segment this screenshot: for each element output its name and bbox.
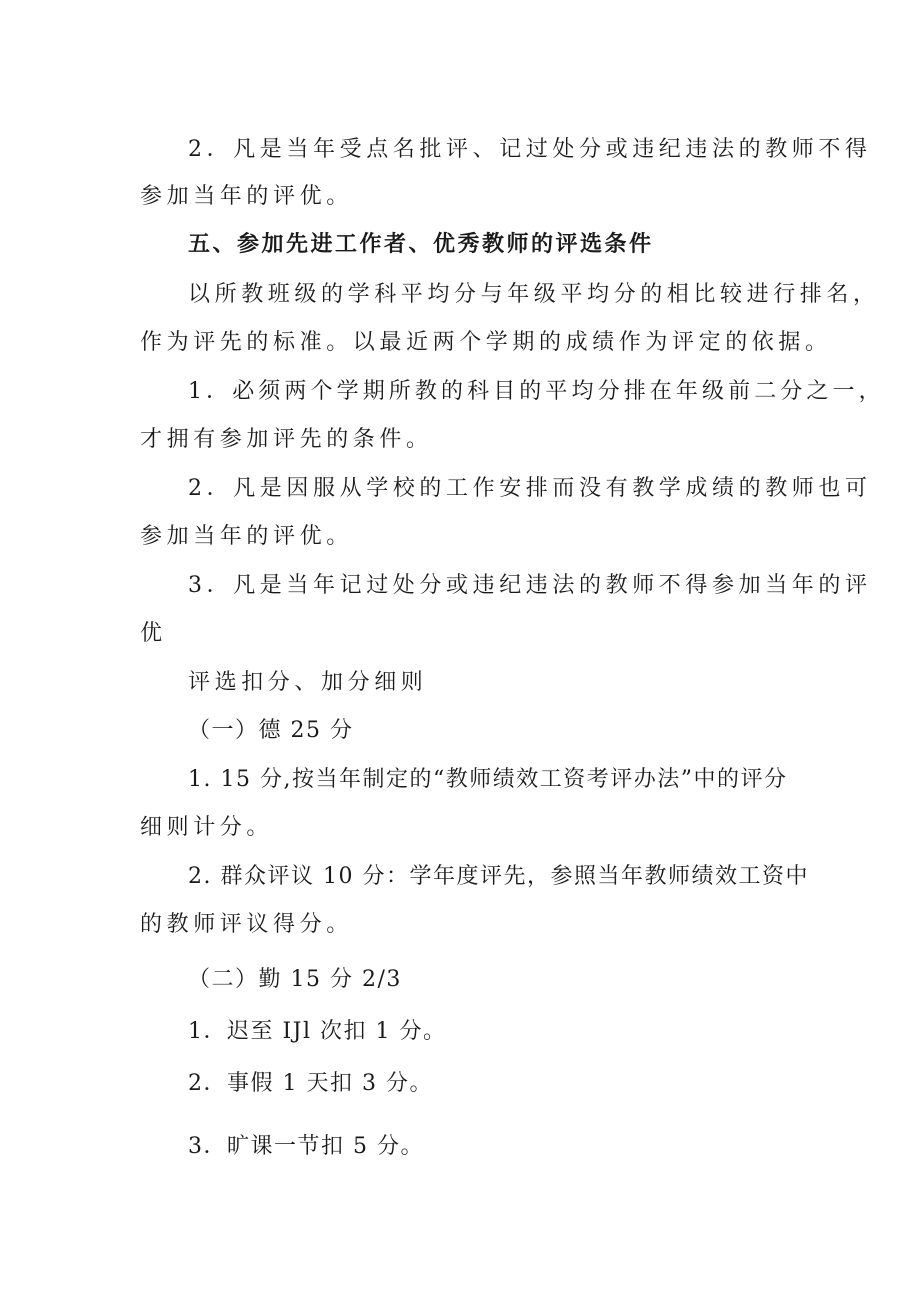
- paragraph-line: 1. 15 分,按当年制定的“教师绩效工资考评办法”中的评分: [188, 767, 788, 792]
- subheading: 评选扣分、加分细则: [188, 670, 428, 695]
- paragraph-line: 2．凡是因服从学校的工作安排而没有教学成绩的教师也可: [188, 476, 872, 501]
- paragraph-line: 作为评先的标准。以最近两个学期的成绩作为评定的依据。: [140, 330, 832, 355]
- paragraph-line: 以所教班级的学科平均分与年级平均分的相比较进行排名，: [188, 282, 880, 307]
- paragraph-line: 1．必须两个学期所教的科目的平均分排在年级前二分之一，: [188, 379, 885, 404]
- paragraph-line: 才拥有参加评先的条件。: [140, 427, 433, 452]
- list-item: 1．迟至 IJl 次扣 1 分。: [188, 1019, 447, 1044]
- list-item: 3．旷课一节扣 5 分。: [188, 1134, 424, 1159]
- paragraph-line: 2．凡是当年受点名批评、记过处分或违纪违法的教师不得: [188, 137, 872, 162]
- paragraph-line: 细则计分。: [140, 815, 274, 840]
- paragraph-line: 优: [140, 621, 167, 646]
- paragraph-line: 2. 群众评议 10 分：学年度评先，参照当年教师绩效工资中: [188, 864, 809, 889]
- subsection-title: （二）勤 15 分 2/3: [188, 967, 402, 992]
- subsection-title: （一）德 25 分: [188, 718, 354, 743]
- paragraph-line: 3．凡是当年记过处分或违纪违法的教师不得参加当年的评: [188, 573, 872, 598]
- section-heading: 五、参加先进工作者、优秀教师的评选条件: [188, 232, 654, 257]
- paragraph-line: 参加当年的评优。: [140, 524, 353, 549]
- paragraph-line: 的教师评议得分。: [140, 912, 353, 937]
- list-item: 2．事假 1 天扣 3 分。: [188, 1071, 433, 1096]
- paragraph-line: 参加当年的评优。: [140, 184, 353, 209]
